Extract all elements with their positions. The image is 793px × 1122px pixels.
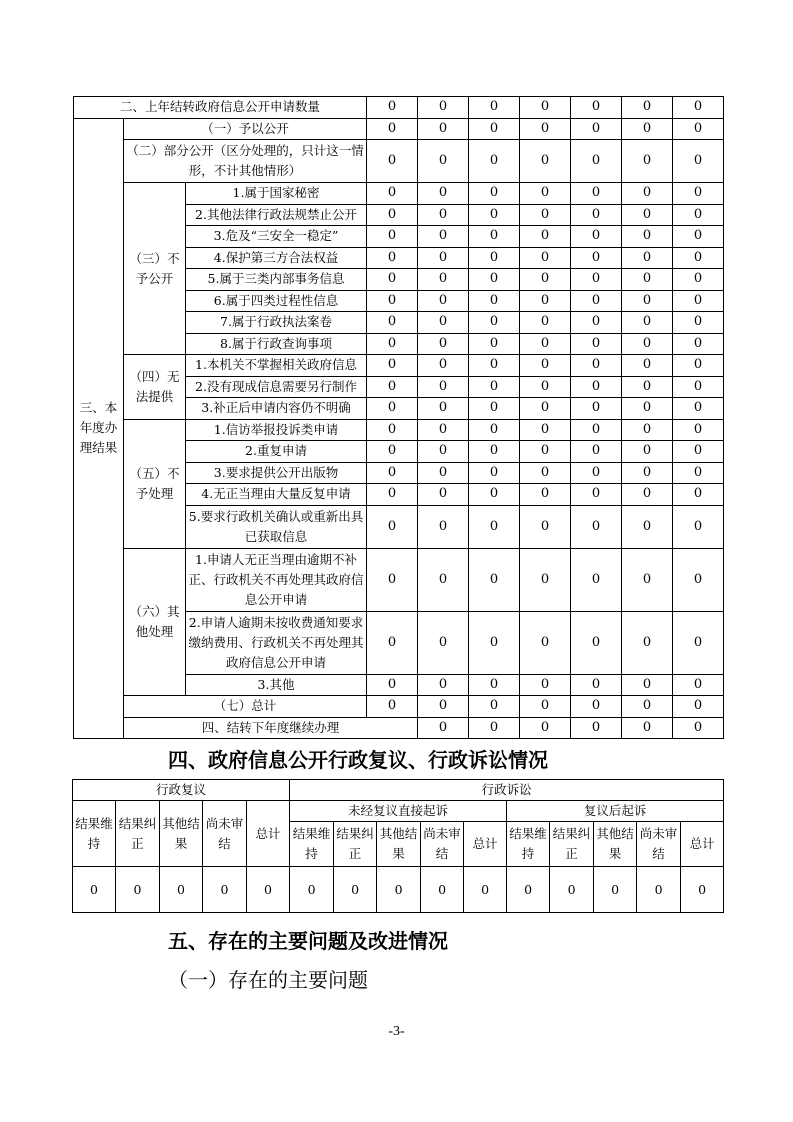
- deny-item-label: 8.属于行政查询事项: [186, 333, 367, 355]
- value-cell: 0: [520, 505, 571, 548]
- value-cell: 0: [367, 398, 418, 420]
- direct-col-correct: 结果纠正: [334, 822, 377, 867]
- value-cell: 0: [520, 226, 571, 248]
- review-litigation-table: [72, 779, 724, 913]
- value-cell: 0: [622, 398, 673, 420]
- review-col-correct: 结果纠正: [116, 801, 160, 867]
- value-cell: 0: [550, 867, 594, 913]
- value-cell: 0: [571, 247, 622, 269]
- value-cell: 0: [637, 867, 681, 913]
- value-cell: 0: [367, 140, 418, 183]
- table-row: [74, 355, 724, 377]
- value-cell: 0: [469, 183, 520, 205]
- table-row: [74, 419, 724, 441]
- value-cell: 0: [571, 441, 622, 463]
- value-cell: 0: [469, 505, 520, 548]
- value-cell: 0: [418, 376, 469, 398]
- value-cell: 0: [418, 204, 469, 226]
- value-cell: 0: [673, 419, 724, 441]
- value-cell: 0: [520, 247, 571, 269]
- value-cell: 0: [571, 226, 622, 248]
- value-cell: 0: [367, 674, 418, 696]
- value-cell: 0: [622, 118, 673, 140]
- value-cell: 0: [469, 696, 520, 718]
- deny-item-label: 3.危及“三安全一稳定”: [186, 226, 367, 248]
- value-cell: 0: [418, 548, 469, 611]
- value-cell: 0: [520, 674, 571, 696]
- value-cell: 0: [160, 867, 203, 913]
- value-cell: 0: [520, 717, 571, 739]
- value-cell: 0: [673, 696, 724, 718]
- value-cell: 0: [673, 674, 724, 696]
- value-cell: 0: [673, 290, 724, 312]
- value-cell: 0: [571, 118, 622, 140]
- value-cell: 0: [520, 118, 571, 140]
- value-cell: 0: [469, 376, 520, 398]
- value-cell: 0: [520, 376, 571, 398]
- after-col-total: 总计: [681, 822, 724, 867]
- value-cell: 0: [469, 312, 520, 334]
- value-cell: 0: [520, 548, 571, 611]
- value-cell: 0: [469, 290, 520, 312]
- value-cell: 0: [418, 118, 469, 140]
- value-cell: 0: [469, 548, 520, 611]
- value-cell: 0: [367, 484, 418, 506]
- table-row: [73, 867, 724, 913]
- value-cell: 0: [673, 204, 724, 226]
- value-cell: 0: [571, 140, 622, 183]
- value-cell: 0: [520, 333, 571, 355]
- value-cell: 0: [571, 462, 622, 484]
- table-row: [74, 97, 724, 119]
- value-cell: 0: [673, 312, 724, 334]
- value-cell: 0: [418, 226, 469, 248]
- value-cell: 0: [418, 696, 469, 718]
- review-col-total: 总计: [247, 801, 290, 867]
- value-cell: 0: [622, 140, 673, 183]
- value-cell: 0: [367, 419, 418, 441]
- value-cell: 0: [367, 333, 418, 355]
- value-cell: 0: [673, 269, 724, 291]
- section3-label: 三、本年度办理结果: [74, 118, 124, 739]
- value-cell: 0: [673, 183, 724, 205]
- value-cell: 0: [673, 611, 724, 674]
- value-cell: 0: [673, 376, 724, 398]
- value-cell: 0: [469, 97, 520, 119]
- value-cell: 0: [469, 247, 520, 269]
- table-row: [74, 717, 724, 739]
- value-cell: 0: [622, 505, 673, 548]
- value-cell: 0: [469, 674, 520, 696]
- value-cell: 0: [520, 183, 571, 205]
- noprocess-label: （五）不予处理: [124, 419, 186, 548]
- direct-col-total: 总计: [464, 822, 507, 867]
- value-cell: 0: [520, 97, 571, 119]
- value-cell: 0: [571, 484, 622, 506]
- other-item-label: 3.其他: [186, 674, 367, 696]
- value-cell: 0: [622, 717, 673, 739]
- value-cell: 0: [673, 505, 724, 548]
- value-cell: 0: [247, 867, 290, 913]
- unable-item-label: 1.本机关不掌握相关政府信息: [186, 355, 367, 377]
- value-cell: 0: [418, 505, 469, 548]
- value-cell: 0: [418, 333, 469, 355]
- value-cell: 0: [520, 484, 571, 506]
- value-cell: 0: [418, 611, 469, 674]
- value-cell: 0: [334, 867, 377, 913]
- value-cell: 0: [673, 140, 724, 183]
- value-cell: 0: [469, 204, 520, 226]
- value-cell: 0: [116, 867, 160, 913]
- value-cell: 0: [520, 355, 571, 377]
- review-col-pending: 尚未审结: [203, 801, 247, 867]
- value-cell: 0: [673, 441, 724, 463]
- value-cell: 0: [469, 355, 520, 377]
- value-cell: 0: [520, 419, 571, 441]
- value-cell: 0: [571, 611, 622, 674]
- after-review-suit-header: 复议后起诉: [507, 801, 724, 822]
- value-cell: 0: [367, 290, 418, 312]
- value-cell: 0: [571, 269, 622, 291]
- other-item-label: 2.申请人逾期未按收费通知要求缴纳费用、行政机关不再处理其政府信息公开申请: [186, 611, 367, 674]
- value-cell: 0: [418, 674, 469, 696]
- value-cell: 0: [520, 312, 571, 334]
- value-cell: 0: [520, 441, 571, 463]
- section5-1-heading: （一）存在的主要问题: [168, 968, 368, 992]
- value-cell: 0: [520, 290, 571, 312]
- after-col-pending: 尚未审结: [637, 822, 681, 867]
- value-cell: 0: [673, 398, 724, 420]
- value-cell: 0: [622, 290, 673, 312]
- value-cell: 0: [469, 118, 520, 140]
- value-cell: 0: [290, 867, 334, 913]
- value-cell: 0: [469, 269, 520, 291]
- value-cell: 0: [520, 611, 571, 674]
- value-cell: 0: [377, 867, 421, 913]
- value-cell: 0: [571, 290, 622, 312]
- value-cell: 0: [418, 398, 469, 420]
- value-cell: 0: [418, 419, 469, 441]
- value-cell: 0: [571, 183, 622, 205]
- value-cell: 0: [367, 97, 418, 119]
- application-results-table: [73, 96, 724, 739]
- page-number: -3-: [388, 1024, 405, 1039]
- value-cell: 0: [418, 290, 469, 312]
- value-cell: 0: [571, 97, 622, 119]
- deny-item-label: 7.属于行政执法案卷: [186, 312, 367, 334]
- value-cell: 0: [367, 376, 418, 398]
- unable-item-label: 2.没有现成信息需要另行制作: [186, 376, 367, 398]
- value-cell: 0: [673, 484, 724, 506]
- value-cell: 0: [367, 505, 418, 548]
- value-cell: 0: [622, 696, 673, 718]
- value-cell: 0: [622, 484, 673, 506]
- value-cell: 0: [622, 419, 673, 441]
- value-cell: 0: [469, 333, 520, 355]
- section5-heading: 五、存在的主要问题及改进情况: [168, 929, 448, 953]
- value-cell: 0: [469, 611, 520, 674]
- value-cell: 0: [418, 462, 469, 484]
- value-cell: 0: [571, 312, 622, 334]
- deny-item-label: 5.属于三类内部事务信息: [186, 269, 367, 291]
- value-cell: 0: [367, 441, 418, 463]
- value-cell: 0: [571, 204, 622, 226]
- noprocess-item-label: 2.重复申请: [186, 441, 367, 463]
- value-cell: 0: [418, 140, 469, 183]
- total-label: （七）总计: [124, 696, 367, 718]
- value-cell: 0: [571, 674, 622, 696]
- value-cell: 0: [520, 269, 571, 291]
- value-cell: 0: [367, 118, 418, 140]
- value-cell: 0: [367, 462, 418, 484]
- value-cell: 0: [469, 140, 520, 183]
- value-cell: 0: [673, 97, 724, 119]
- direct-col-maintain: 结果维持: [290, 822, 334, 867]
- value-cell: 0: [622, 333, 673, 355]
- value-cell: 0: [622, 462, 673, 484]
- carry-in-label: 二、上年结转政府信息公开申请数量: [74, 97, 367, 119]
- admin-litigation-header: 行政诉讼: [290, 780, 724, 801]
- value-cell: 0: [367, 548, 418, 611]
- value-cell: 0: [507, 867, 550, 913]
- table-row: [74, 696, 724, 718]
- value-cell: 0: [622, 312, 673, 334]
- after-col-maintain: 结果维持: [507, 822, 550, 867]
- value-cell: 0: [367, 204, 418, 226]
- value-cell: 0: [418, 312, 469, 334]
- direct-col-other: 其他结果: [377, 822, 421, 867]
- value-cell: 0: [571, 717, 622, 739]
- value-cell: 0: [622, 611, 673, 674]
- value-cell: 0: [367, 269, 418, 291]
- value-cell: 0: [469, 484, 520, 506]
- table-row: [74, 118, 724, 140]
- value-cell: 0: [622, 674, 673, 696]
- value-cell: 0: [464, 867, 507, 913]
- noprocess-item-label: 5.要求行政机关确认或重新出具已获取信息: [186, 505, 367, 548]
- value-cell: 0: [673, 548, 724, 611]
- value-cell: 0: [622, 247, 673, 269]
- direct-col-pending: 尚未审结: [421, 822, 464, 867]
- value-cell: 0: [367, 312, 418, 334]
- value-cell: 0: [418, 247, 469, 269]
- value-cell: 0: [571, 696, 622, 718]
- value-cell: 0: [681, 867, 724, 913]
- value-cell: 0: [673, 355, 724, 377]
- value-cell: 0: [520, 140, 571, 183]
- table-row: [74, 183, 724, 205]
- after-col-correct: 结果纠正: [550, 822, 594, 867]
- value-cell: 0: [571, 376, 622, 398]
- section4-heading: 四、政府信息公开行政复议、行政诉讼情况: [168, 748, 548, 772]
- value-cell: 0: [418, 183, 469, 205]
- value-cell: 0: [418, 484, 469, 506]
- other-item-label: 1.申请人无正当理由逾期不补正、行政机关不再处理其政府信息公开申请: [186, 548, 367, 611]
- value-cell: 0: [622, 183, 673, 205]
- value-cell: 0: [421, 867, 464, 913]
- value-cell: 0: [469, 226, 520, 248]
- value-cell: 0: [622, 376, 673, 398]
- value-cell: 0: [673, 717, 724, 739]
- value-cell: 0: [673, 333, 724, 355]
- after-col-other: 其他结果: [594, 822, 637, 867]
- value-cell: 0: [520, 398, 571, 420]
- value-cell: 0: [673, 226, 724, 248]
- partial-label: （二）部分公开（区分处理的，只计这一情形，不计其他情形）: [124, 140, 367, 183]
- value-cell: 0: [469, 441, 520, 463]
- value-cell: 0: [673, 462, 724, 484]
- review-col-other: 其他结果: [160, 801, 203, 867]
- value-cell: 0: [367, 696, 418, 718]
- value-cell: 0: [469, 717, 520, 739]
- value-cell: 0: [469, 419, 520, 441]
- value-cell: 0: [367, 611, 418, 674]
- value-cell: 0: [367, 355, 418, 377]
- value-cell: 0: [367, 247, 418, 269]
- value-cell: 0: [571, 398, 622, 420]
- table-row: [74, 140, 724, 183]
- deny-item-label: 6.属于四类过程性信息: [186, 290, 367, 312]
- noprocess-item-label: 1.信访举报投诉类申请: [186, 419, 367, 441]
- carry-out-label: 四、结转下年度继续办理: [124, 717, 418, 739]
- value-cell: 0: [622, 269, 673, 291]
- deny-item-label: 4.保护第三方合法权益: [186, 247, 367, 269]
- deny-item-label: 2.其他法律行政法规禁止公开: [186, 204, 367, 226]
- value-cell: 0: [73, 867, 116, 913]
- value-cell: 0: [520, 204, 571, 226]
- direct-suit-header: 未经复议直接起诉: [290, 801, 507, 822]
- value-cell: 0: [571, 419, 622, 441]
- value-cell: 0: [622, 204, 673, 226]
- unable-item-label: 3.补正后申请内容仍不明确: [186, 398, 367, 420]
- admin-review-header: 行政复议: [73, 780, 290, 801]
- value-cell: 0: [622, 441, 673, 463]
- review-col-maintain: 结果维持: [73, 801, 116, 867]
- value-cell: 0: [418, 269, 469, 291]
- value-cell: 0: [622, 548, 673, 611]
- value-cell: 0: [622, 97, 673, 119]
- value-cell: 0: [571, 548, 622, 611]
- deny-item-label: 1.属于国家秘密: [186, 183, 367, 205]
- noprocess-item-label: 3.要求提供公开出版物: [186, 462, 367, 484]
- value-cell: 0: [418, 355, 469, 377]
- value-cell: 0: [203, 867, 247, 913]
- value-cell: 0: [520, 462, 571, 484]
- value-cell: 0: [673, 118, 724, 140]
- deny-label: （三）不予公开: [124, 183, 186, 355]
- table-row: [74, 548, 724, 611]
- value-cell: 0: [622, 355, 673, 377]
- value-cell: 0: [418, 717, 469, 739]
- value-cell: 0: [469, 462, 520, 484]
- other-label: （六）其他处理: [124, 548, 186, 696]
- value-cell: 0: [469, 398, 520, 420]
- value-cell: 0: [571, 333, 622, 355]
- value-cell: 0: [367, 183, 418, 205]
- value-cell: 0: [571, 355, 622, 377]
- value-cell: 0: [367, 226, 418, 248]
- value-cell: 0: [622, 226, 673, 248]
- value-cell: 0: [594, 867, 637, 913]
- value-cell: 0: [673, 247, 724, 269]
- value-cell: 0: [418, 97, 469, 119]
- value-cell: 0: [418, 441, 469, 463]
- value-cell: 0: [571, 505, 622, 548]
- noprocess-item-label: 4.无正当理由大量反复申请: [186, 484, 367, 506]
- value-cell: 0: [520, 696, 571, 718]
- unable-label: （四）无法提供: [124, 355, 186, 420]
- grant-label: （一）予以公开: [124, 118, 367, 140]
